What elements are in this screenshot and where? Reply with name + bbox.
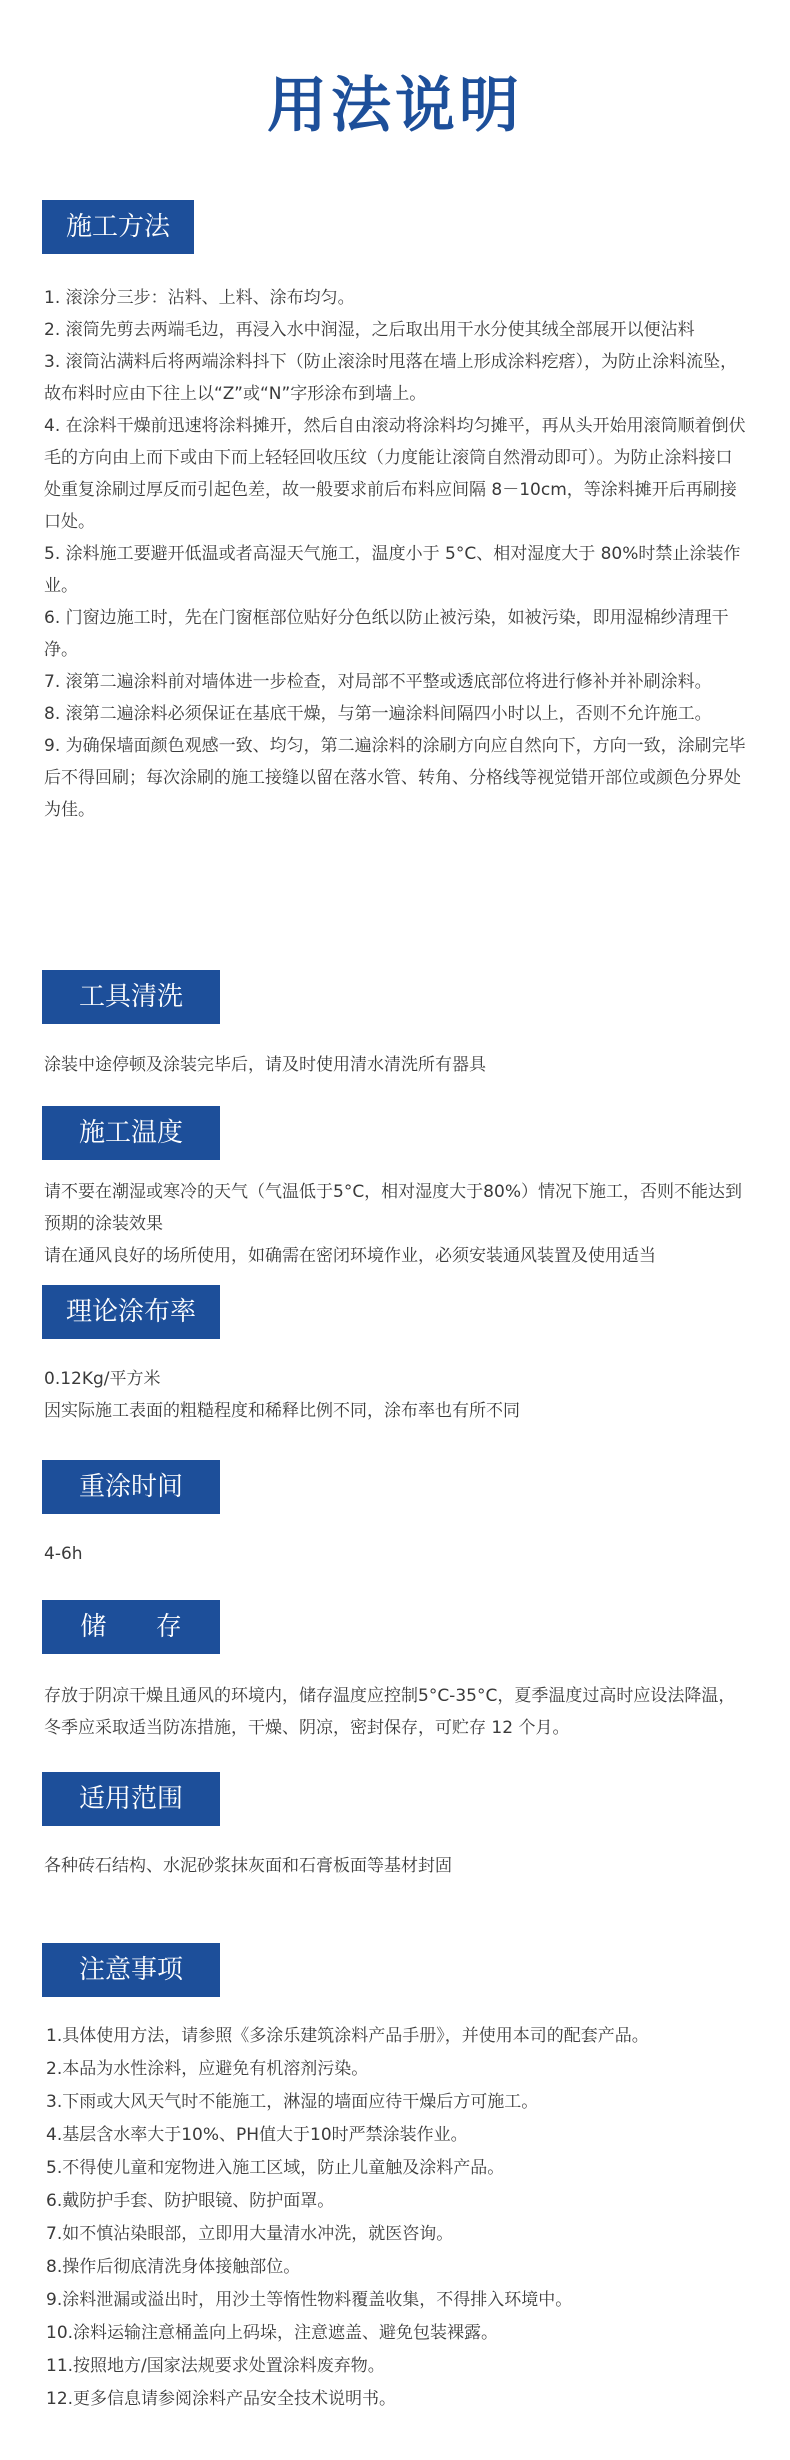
list-item: 9. 为确保墙面颜色观感一致、均匀，第二遍涂料的涂刷方向应自然向下，方向一致，涂刷完毕后不得回刷；每次涂刷的施工接缝以留在落水管、转角、分格线等视觉错开部位或颜色分界处为佳。 xyxy=(44,736,746,820)
coverage-text xyxy=(44,1363,746,1427)
section-heading-recoat: 重涂时间 xyxy=(42,1460,220,1514)
list-item: 8. 滚第二遍涂料必须保证在基底干燥，与第一遍涂料间隔四小时以上，否则不允许施工。 xyxy=(44,704,712,724)
section-heading-notes: 注意事项 xyxy=(42,1943,220,1997)
section-heading-method: 施工方法 xyxy=(42,200,194,254)
list-item: 10.涂料运输注意桶盖向上码垛，注意遮盖、避免包装裸露。 xyxy=(46,2323,499,2343)
list-item: 2.本品为水性涂料，应避免有机溶剂污染。 xyxy=(46,2059,369,2079)
list-item: 1.具体使用方法，请参照《多涂乐建筑涂料产品手册》，并使用本司的配套产品。 xyxy=(46,2026,649,2046)
notes-list xyxy=(46,2020,756,2416)
page-title: 用法说明 xyxy=(267,71,523,141)
section-heading-storage: 储 存 xyxy=(42,1600,220,1654)
recoat-text: 4-6h xyxy=(44,1544,83,1564)
scope-text: 各种砖石结构、水泥砂浆抹灰面和石膏板面等基材封固 xyxy=(44,1856,452,1876)
list-item: 5.不得使儿童和宠物进入施工区域，防止儿童触及涂料产品。 xyxy=(46,2158,505,2178)
temperature-line: 请不要在潮湿或寒冷的天气（气温低于5°C，相对湿度大于80%）情况下施工，否则不能达到预期的涂装效果 xyxy=(44,1182,742,1234)
list-item: 3.下雨或大风天气时不能施工，淋湿的墙面应待干燥后方可施工。 xyxy=(46,2092,539,2112)
list-item: 7.如不慎沾染眼部，立即用大量清水冲洗，就医咨询。 xyxy=(46,2224,454,2244)
list-item: 5. 涂料施工要避开低温或者高湿天气施工，温度小于 5°C、相对湿度大于 80%时禁止涂装作业。 xyxy=(44,544,741,596)
list-item: 1. 滚涂分三步：沾料、上料、涂布均匀。 xyxy=(44,288,355,308)
section-heading-temperature: 施工温度 xyxy=(42,1106,220,1160)
list-item: 11.按照地方/国家法规要求处置涂料废弃物。 xyxy=(46,2356,385,2376)
list-item: 8.操作后彻底清洗身体接触部位。 xyxy=(46,2257,301,2277)
coverage-line: 0.12Kg/平方米 xyxy=(44,1369,161,1389)
temperature-text xyxy=(44,1176,746,1272)
list-item: 4.基层含水率大于10%、PH值大于10时严禁涂装作业。 xyxy=(46,2125,468,2145)
list-item: 12.更多信息请参阅涂料产品安全技术说明书。 xyxy=(46,2389,397,2409)
section-heading-scope: 适用范围 xyxy=(42,1772,220,1826)
section-heading-clean: 工具清洗 xyxy=(42,970,220,1024)
list-item: 9.涂料泄漏或溢出时，用沙土等惰性物料覆盖收集，不得排入环境中。 xyxy=(46,2290,573,2310)
list-item: 2. 滚筒先剪去两端毛边，再浸入水中润湿，之后取出用干水分使其绒全部展开以便沾料 xyxy=(44,320,695,340)
clean-text: 涂装中途停顿及涂装完毕后，请及时使用清水清洗所有器具 xyxy=(44,1055,486,1075)
list-item: 6.戴防护手套、防护眼镜、防护面罩。 xyxy=(46,2191,335,2211)
method-list xyxy=(44,282,746,826)
list-item: 6. 门窗边施工时，先在门窗框部位贴好分色纸以防止被污染，如被污染，即用湿棉纱清理干净。 xyxy=(44,608,729,660)
list-item: 7. 滚第二遍涂料前对墙体进一步检查，对局部不平整或透底部位将进行修补并补刷涂料。 xyxy=(44,672,712,692)
storage-text: 存放于阴凉干燥且通风的环境内，储存温度应控制5°C-35°C，夏季温度过高时应设法降温，冬季应采取适当防冻措施，干燥、阴凉，密封保存，可贮存 12 个月。 xyxy=(44,1686,736,1738)
list-item: 3. 滚筒沾满料后将两端涂料抖下（防止滚涂时甩落在墙上形成涂料疙瘩），为防止涂料流坠，故布料时应由下往上以“Z”或“N”字形涂布到墙上。 xyxy=(44,352,738,404)
temperature-line: 请在通风良好的场所使用，如确需在密闭环境作业，必须安装通风装置及使用适当 xyxy=(44,1246,656,1266)
section-heading-coverage: 理论涂布率 xyxy=(42,1285,220,1339)
coverage-line: 因实际施工表面的粗糙程度和稀释比例不同，涂布率也有所不同 xyxy=(44,1401,520,1421)
list-item: 4. 在涂料干燥前迅速将涂料摊开，然后自由滚动将涂料均匀摊平，再从头开始用滚筒顺着倒伏毛的方向由上而下或由下而上轻轻回收压纹（力度能让滚筒自然滑动即可）。为防止涂料接口处重复涂刷过厚反而引起色差，故一般要求前后布料应间隔 8－10cm，等涂料摊开后再刷接口处。 xyxy=(44,416,746,532)
